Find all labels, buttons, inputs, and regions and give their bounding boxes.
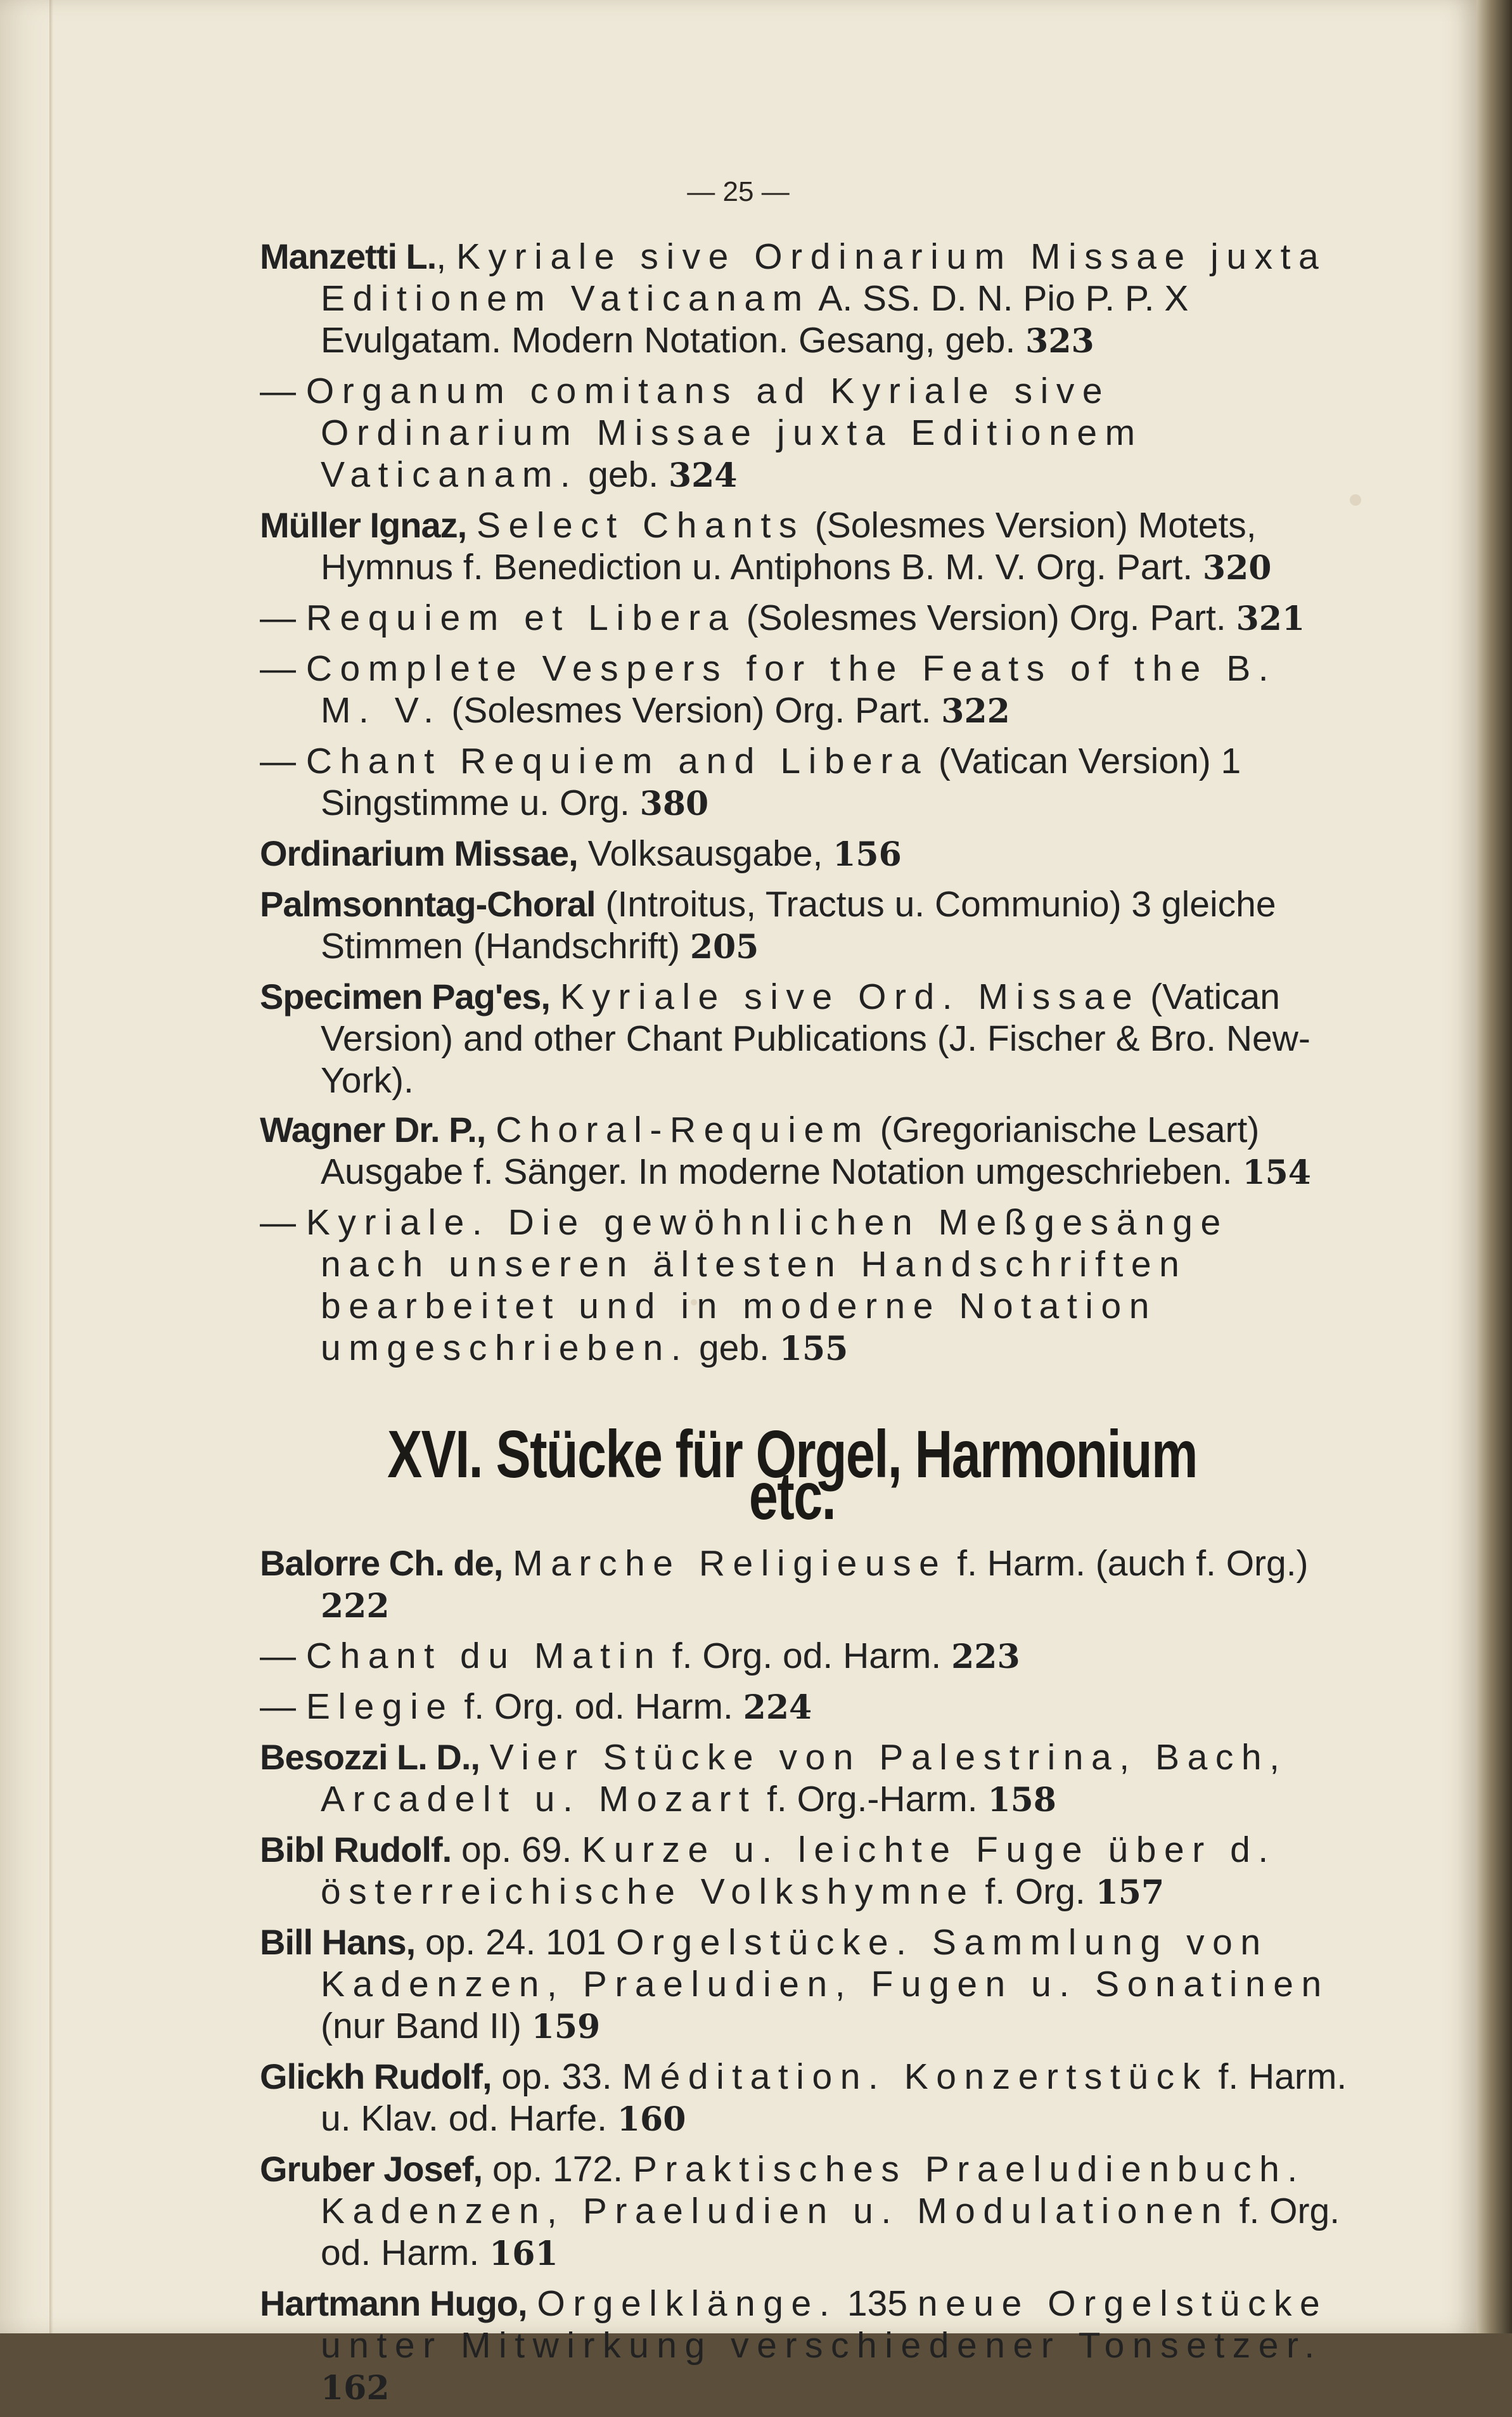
work-title: Chant Requiem and Libera [305, 741, 929, 781]
entry-details: (Introitus, Tractus u. Communio) 3 gleiche Stimmen (Handschrift) [321, 884, 1276, 966]
work-title: neue Orgelstücke unter Mitwirkung verschiedener Tonsetzer. [321, 2283, 1328, 2366]
catalog-number: 160 [617, 2100, 686, 2139]
entry-separator [596, 884, 606, 925]
catalog-entry [260, 1921, 1350, 2048]
composer-name: Glickh Rudolf, [260, 2056, 492, 2096]
catalog-list-organ [260, 1542, 1350, 2409]
catalog-number: 161 [489, 2234, 558, 2273]
catalog-number: 323 [1025, 322, 1094, 361]
entry-dash: — [260, 1686, 306, 1727]
entry-separator [480, 1737, 490, 1778]
catalog-entry [260, 1109, 1350, 1194]
work-title: Select Chants [477, 505, 805, 546]
composer-name: Balorre Ch. de, [260, 1543, 503, 1583]
catalog-number: 322 [941, 692, 1010, 731]
entry-separator [485, 1110, 496, 1150]
catalog-number: 205 [689, 928, 759, 966]
entry-details: (Solesmes Version) Motets, Hymnus f. Benediction u. Antiphons B. M. V. Org. Part. [321, 505, 1257, 587]
work-title: Requiem et Libera [305, 598, 736, 638]
catalog-entry [260, 370, 1350, 497]
catalog-number: 222 [321, 1587, 390, 1625]
entry-separator [578, 833, 588, 874]
entry-dash: — [260, 648, 306, 689]
entry-separator [527, 2283, 537, 2324]
entry-separator [503, 1543, 513, 1584]
work-title: Kyriale sive Ordinarium Missae juxta Editionem Vaticanam [321, 236, 1327, 319]
entry-details: (Gregorianische Lesart) Ausgabe f. Sänger. In moderne Notation umgeschrieben. [321, 1110, 1260, 1192]
entry-details: (Solesmes Version) Org. Part. [736, 598, 1226, 638]
entry-details: geb. [689, 1328, 769, 1368]
work-title: Choral-Requiem [496, 1110, 870, 1150]
catalog-entry [260, 2148, 1350, 2275]
catalog-number: 380 [639, 785, 709, 823]
catalog-number: 321 [1236, 599, 1305, 638]
work-title: Complete Vespers for the Feats of the B. M. V. [305, 648, 1277, 731]
catalog-number: 157 [1095, 1873, 1165, 1912]
catalog-number: 156 [833, 835, 902, 874]
entry-separator [550, 977, 560, 1017]
work-title: Méditation. Konzertstück [622, 2056, 1208, 2097]
catalog-entry [260, 236, 1350, 362]
composer-name: Manzetti L. [260, 236, 437, 276]
catalog-entry [260, 504, 1350, 589]
entry-separator [482, 2149, 492, 2189]
entry-separator [451, 1830, 461, 1870]
catalog-entry [260, 1686, 1350, 1729]
catalog-entry [260, 1635, 1350, 1678]
entry-separator: , [436, 236, 457, 277]
work-title: Kyriale. Die gewöhnlichen Meßgesänge nach unseren ältesten Handschriften bearbeitet und in moderne Notation umgeschrieben. [305, 1202, 1229, 1368]
composer-name: Palmsonntag-Choral [260, 884, 596, 924]
catalog-content [260, 236, 1350, 2417]
work-title: Kurze u. leichte Fuge über d. österreichische Volkshymne [321, 1830, 1276, 1912]
catalog-entry [260, 833, 1350, 876]
catalog-number: 224 [743, 1688, 812, 1727]
catalog-number: 223 [951, 1638, 1020, 1676]
entry-details: f. Org. od. Harm. [662, 1636, 942, 1676]
composer-name: Hartmann Hugo, [260, 2283, 527, 2323]
catalog-entry [260, 648, 1350, 733]
catalog-number: 162 [321, 2369, 390, 2407]
catalog-entry [260, 883, 1350, 968]
entry-details: op. 172. [492, 2149, 633, 2189]
catalog-number: 155 [779, 1330, 849, 1368]
catalog-entry [260, 1542, 1350, 1627]
entry-separator [466, 505, 477, 546]
entry-dash: — [260, 1636, 306, 1676]
composer-name: Gruber Josef, [260, 2149, 483, 2189]
work-title: Vier Stücke von Palestrina, Bach, Arcadelt u. Mozart [321, 1737, 1288, 1819]
entry-details: f. Org. od. Harm. [454, 1686, 733, 1727]
entry-details: f. Harm. (auch f. Org.) [947, 1543, 1309, 1584]
catalog-number: 158 [987, 1781, 1056, 1819]
entry-details: f. Harm. u. Klav. od. Harfe. [321, 2056, 1347, 2139]
paper-spot [1350, 494, 1361, 506]
entry-details: f. Org. [975, 1871, 1086, 1912]
catalog-entry [260, 740, 1350, 825]
catalog-entry [260, 1829, 1350, 1914]
catalog-list-vocal [260, 236, 1350, 1370]
composer-name: Bibl Rudolf. [260, 1830, 452, 1869]
composer-name: Specimen Pag'es, [260, 977, 550, 1016]
entry-details: f. Org.-Harm. [757, 1779, 978, 1819]
work-title: Kyriale sive Ord. Missae [560, 977, 1141, 1017]
entry-dash: — [260, 598, 306, 638]
catalog-entry [260, 976, 1350, 1101]
catalog-number: 154 [1242, 1153, 1311, 1192]
work-title: Praktisches Praeludienbuch. Kadenzen, Praeludien u. Modulationen [321, 2149, 1305, 2231]
entry-separator [415, 1922, 425, 1963]
entry-details: A. SS. D. N. Pio P. P. X Evulgatam. Modern Notation. Gesang, geb. [321, 278, 1189, 361]
entry-details: f. Org. od. Harm. [321, 2191, 1340, 2273]
work-title: Organum comitans ad Kyriale sive Ordinarium Missae juxta Editionem Vaticanam. [305, 371, 1143, 495]
composer-name: Bill Hans, [260, 1922, 416, 1962]
catalog-entry [260, 2056, 1350, 2141]
catalog-number: 159 [531, 2008, 601, 2046]
work-title: Elegie [305, 1686, 454, 1727]
entry-details: Volksausgabe, [587, 833, 823, 874]
entry-details: 135 [837, 2283, 918, 2324]
work-title: Orgelklänge. [537, 2283, 838, 2324]
entry-details: geb. [578, 454, 659, 495]
entry-dash: — [260, 741, 306, 781]
entry-details: op. 24. 101 [425, 1922, 617, 1963]
catalog-entry [260, 2283, 1350, 2409]
composer-name: Besozzi L. D., [260, 1737, 480, 1777]
entry-dash: — [260, 371, 306, 411]
composer-name: Ordinarium Missae, [260, 833, 578, 873]
catalog-number: 320 [1202, 549, 1272, 587]
entry-separator [492, 2056, 502, 2097]
catalog-entry [260, 1736, 1350, 1821]
book-edge [1477, 0, 1512, 2333]
catalog-entry [260, 597, 1350, 640]
work-title: Orgelstücke. Sammlung von Kadenzen, Praeludien, Fugen u. Sonatinen [321, 1922, 1329, 2004]
entry-details: (Vatican Version) and other Chant Publications (J. Fischer & Bro. New-York). [321, 977, 1310, 1101]
entry-details: (Vatican Version) 1 Singstimme u. Org. [321, 741, 1241, 823]
page-number: — 25 — [687, 176, 790, 207]
entry-dash: — [260, 1202, 306, 1243]
entry-details: (nur Band II) [321, 2006, 522, 2046]
catalog-entry [260, 1202, 1350, 1370]
composer-name: Müller Ignaz, [260, 505, 467, 545]
work-title: Marche Religieuse [513, 1543, 947, 1584]
entry-details: (Solesmes Version) Org. Part. [441, 690, 932, 731]
page-fold-shadow [49, 0, 53, 2333]
catalog-number: 324 [668, 456, 738, 495]
composer-name: Wagner Dr. P., [260, 1110, 486, 1150]
entry-details: op. 33. [501, 2056, 622, 2097]
section-heading: XVI. Stücke für Orgel, Harmonium etc. [387, 1417, 1197, 1534]
entry-details: op. 69. [461, 1830, 582, 1870]
work-title: Chant du Matin [305, 1636, 662, 1676]
